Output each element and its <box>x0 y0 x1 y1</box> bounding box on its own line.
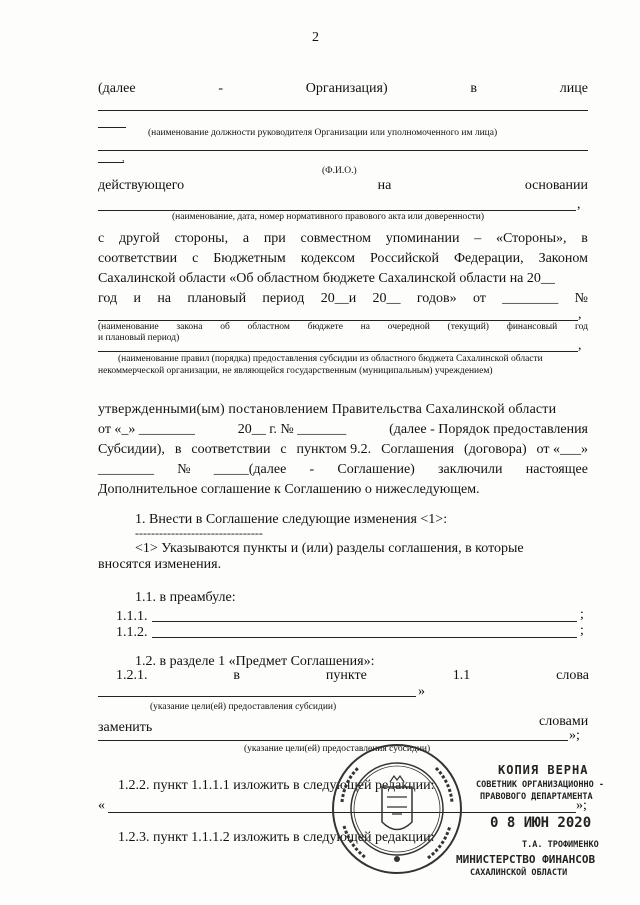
para3-line-2 <box>98 421 588 438</box>
stamp-date: 0 8 ИЮН 2020 <box>490 815 592 831</box>
word: (наименование <box>98 322 159 332</box>
word: при <box>263 231 286 246</box>
word: (далее <box>98 81 136 96</box>
word: совместном <box>300 231 371 246</box>
stamp-region: САХАЛИНСКОЙ ОБЛАСТИ <box>470 868 568 878</box>
blank-line-short <box>98 162 124 163</box>
word: бюджете <box>307 322 343 332</box>
item-1-2-3: 1.2.3. пункт 1.1.1.2 изложить в следующей редакции: <box>118 830 435 845</box>
word: соответствии <box>191 442 271 457</box>
word: № <box>177 462 191 477</box>
blank-line <box>98 696 416 697</box>
para2-line-3: Сахалинской области «Об областном бюджете Сахалинской области на 20__ <box>98 271 555 286</box>
word: закона <box>176 322 203 332</box>
word: а <box>242 231 250 246</box>
word: плановый <box>187 291 247 306</box>
footnote-divider: -------------------------------- <box>135 526 263 540</box>
word: очередной <box>387 322 430 332</box>
word: Бюджетным <box>213 251 286 266</box>
word: 1.2.1. <box>116 668 148 683</box>
word: об <box>220 322 230 332</box>
stamp-dept-1: СОВЕТНИК ОРГАНИЗАЦИОННО - <box>476 780 604 790</box>
word: 20__ г. № _______ <box>237 422 347 437</box>
comma: , <box>577 197 581 212</box>
word: от «_» ________ <box>98 422 195 437</box>
open-quote: « <box>98 798 105 813</box>
word: _____(далее <box>213 462 287 477</box>
word: от <box>472 291 486 306</box>
footnote-1-cont: вносятся изменения. <box>98 557 222 572</box>
caption-rules: (наименование правил (порядка) предоставления субсидии из областного бюджета Сахалинской области <box>118 354 543 364</box>
word: на <box>377 178 392 193</box>
caption-basis: (наименование, дата, номер нормативного правового акта или доверенности) <box>172 212 485 222</box>
blank-line <box>98 150 588 151</box>
word: период <box>262 291 305 306</box>
caption-law-2: и плановый период) <box>98 333 180 343</box>
stamp-dept-2: ПРАВОВОГО ДЕПАРТАМЕНТА <box>480 792 593 802</box>
word: № <box>574 291 588 306</box>
word: с <box>280 442 287 457</box>
caption-fio: (Ф.И.О.) <box>322 166 357 176</box>
blank-line <box>152 621 577 622</box>
caption-rules-2: некоммерческой организации, не являющейся государственным (муниципальным) учреждением) <box>98 366 493 376</box>
para3-line-1: утвержденными(ым) постановлением Правительства Сахалинской области <box>98 402 557 417</box>
word: стороны, <box>174 231 229 246</box>
word: – <box>474 231 482 246</box>
para3-line-3 <box>98 441 588 458</box>
caption-law <box>98 322 588 333</box>
item-1-1-1: 1.1.1. <box>116 609 148 624</box>
word: на <box>360 322 370 332</box>
word: лице <box>559 81 588 96</box>
word: пункте <box>325 668 367 683</box>
section-1-title: 1. Внести в Соглашение следующие изменения <1>: <box>135 512 448 527</box>
word: от «___» <box>536 442 588 457</box>
para3-line-5: Дополнительное соглашение к Соглашению о нижеследующем. <box>98 482 480 497</box>
word-zamenit: заменить <box>98 720 153 735</box>
stamp-copy-true: КОПИЯ ВЕРНА <box>498 763 589 777</box>
word: в <box>470 81 478 96</box>
stamp-person: Т.А. ТРОФИМЕНКО <box>522 840 599 850</box>
item-1-1-2: 1.1.2. <box>116 625 148 640</box>
word: областном <box>247 322 290 332</box>
blank-line-short <box>98 127 126 128</box>
seal-stamp <box>330 742 465 877</box>
word: другой <box>118 231 160 246</box>
blank-line <box>98 320 578 321</box>
preamble-row-3 <box>98 177 588 194</box>
para3-line-4 <box>98 461 588 478</box>
stamp-ministry: МИНИСТЕРСТВО ФИНАНСОВ <box>456 853 596 866</box>
comma: , <box>578 338 582 353</box>
para2-line-4 <box>98 290 588 307</box>
word: Субсидии), <box>98 442 165 457</box>
word: упоминании <box>385 231 460 246</box>
word: соответствии <box>98 251 178 266</box>
para2-line-2 <box>98 250 588 267</box>
word-slovami: словами <box>539 714 589 729</box>
word: и <box>133 291 141 306</box>
end-quote: »; <box>569 728 580 743</box>
caption-goal-2: (указание цели(ей) предоставления субсидии) <box>244 744 431 754</box>
item-1-2-1 <box>116 667 589 684</box>
word: ________ <box>98 462 154 477</box>
word: Соглашение) <box>337 462 415 477</box>
word: годов» <box>416 291 457 306</box>
word: в <box>581 231 588 246</box>
word: - <box>218 81 223 96</box>
section-1-1-title: 1.1. в преамбуле: <box>135 590 236 605</box>
semicolon: ; <box>580 623 584 638</box>
word: финансовый <box>506 322 558 332</box>
comma: , <box>122 154 125 164</box>
word: Соглашения <box>381 442 455 457</box>
word: Федерации, <box>453 251 524 266</box>
semicolon: ; <box>580 607 584 622</box>
word: с <box>192 251 199 266</box>
word: год <box>98 291 118 306</box>
blank-line <box>98 351 578 352</box>
word: в <box>233 668 241 683</box>
word: с <box>98 231 105 246</box>
word: «Стороны», <box>496 231 567 246</box>
blank-line <box>152 637 577 638</box>
section-1-2-title: 1.2. в разделе 1 «Предмет Соглашения»: <box>135 654 375 669</box>
blank-line <box>98 740 568 741</box>
word: (далее - Порядок предоставления <box>389 422 588 437</box>
word: Организация) <box>305 81 388 96</box>
word: (текущий) <box>447 322 489 332</box>
word: кодексом <box>300 251 356 266</box>
close-quote: » <box>418 684 425 699</box>
word: пунктом 9.2. <box>296 442 372 457</box>
word: основании <box>524 178 588 193</box>
caption-goal: (указание цели(ей) предоставления субсидии) <box>150 702 337 712</box>
blank-line <box>98 210 576 211</box>
word: настоящее <box>525 462 588 477</box>
footnote-1: <1> Указываются пункты и (или) разделы соглашения, в которые <box>135 541 524 556</box>
blank-line <box>98 110 588 111</box>
word: 1.1 <box>452 668 471 683</box>
word: ________ <box>502 291 559 306</box>
word: год <box>574 322 588 332</box>
preamble-row-1 <box>98 80 588 97</box>
page-number: 2 <box>312 30 319 45</box>
word: заключили <box>438 462 503 477</box>
word: 20__ <box>372 291 401 306</box>
end-quote: »; <box>576 798 587 813</box>
word: 20__и <box>320 291 357 306</box>
word: Законом <box>538 251 588 266</box>
comma: , <box>578 307 582 322</box>
word: - <box>309 462 315 477</box>
word: Российской <box>370 251 439 266</box>
caption-position: (наименование должности руководителя Организации или уполномоченного им лица) <box>148 128 498 138</box>
word: (договора) <box>464 442 527 457</box>
word: на <box>157 291 172 306</box>
item-1-2-2: 1.2.2. пункт 1.1.1.1 изложить в следующей редакции: <box>118 778 435 793</box>
word: в <box>174 442 182 457</box>
word: слова <box>556 668 589 683</box>
para2-line-1 <box>98 230 588 247</box>
word: действующего <box>98 178 185 193</box>
